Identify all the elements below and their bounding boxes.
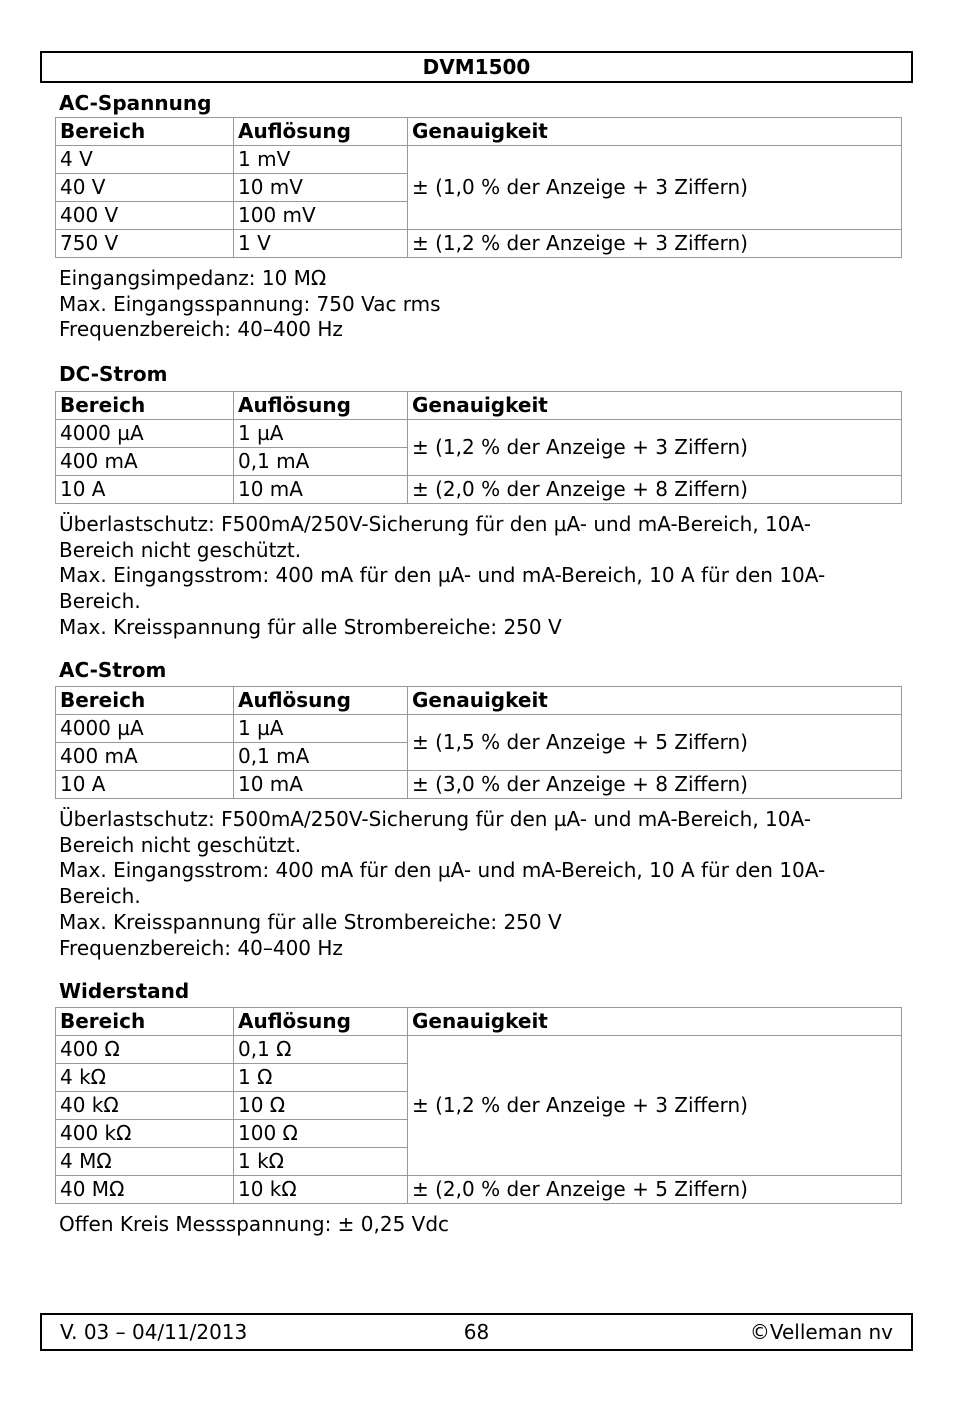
accuracy-cell: ± (1,2 % der Anzeige + 3 Ziffern)	[408, 230, 902, 258]
resolution-cell: 1 V	[234, 230, 408, 258]
section-title: Widerstand	[59, 979, 190, 1003]
note-line: Bereich.	[59, 884, 141, 909]
note-line: Max. Kreisspannung für alle Strombereiche: 250 V	[59, 909, 562, 934]
range-cell: 400 kΩ	[56, 1120, 234, 1148]
range-cell: 40 V	[56, 174, 234, 202]
range-cell: 40 MΩ	[56, 1176, 234, 1204]
range-cell: 400 Ω	[56, 1036, 234, 1064]
range-cell: 40 kΩ	[56, 1092, 234, 1120]
range-cell: 4 kΩ	[56, 1064, 234, 1092]
range-cell: 4000 µA	[56, 420, 234, 448]
section-title: AC-Strom	[59, 658, 167, 682]
range-cell: 4 V	[56, 146, 234, 174]
range-cell: 10 A	[56, 771, 234, 799]
resolution-cell: 1 µA	[234, 420, 408, 448]
section-title: DC-Strom	[59, 362, 168, 386]
table-row	[56, 146, 902, 174]
resolution-cell: 1 mV	[234, 146, 408, 174]
notes	[59, 807, 901, 961]
notes	[59, 1212, 901, 1238]
spec-table	[55, 391, 902, 504]
col-header-accuracy: Genauigkeit	[408, 118, 902, 146]
col-header-resolution: Auflösung	[234, 392, 408, 420]
range-cell: 4000 µA	[56, 715, 234, 743]
accuracy-cell: ± (1,2 % der Anzeige + 3 Ziffern)	[408, 1036, 902, 1176]
section-ac-current	[55, 657, 901, 961]
table-row	[56, 715, 902, 743]
range-cell: 4 MΩ	[56, 1148, 234, 1176]
resolution-cell: 1 Ω	[234, 1064, 408, 1092]
accuracy-cell: ± (1,5 % der Anzeige + 5 Ziffern)	[408, 715, 902, 771]
section-title: AC-Spannung	[59, 91, 212, 115]
accuracy-cell: ± (3,0 % der Anzeige + 8 Ziffern)	[408, 771, 902, 799]
col-header-range: Bereich	[56, 1008, 234, 1036]
table-row	[56, 1036, 902, 1064]
resolution-cell: 10 mV	[234, 174, 408, 202]
col-header-range: Bereich	[56, 687, 234, 715]
resolution-cell: 10 kΩ	[234, 1176, 408, 1204]
document-header	[40, 51, 913, 83]
resolution-cell: 0,1 mA	[234, 448, 408, 476]
table-row	[56, 230, 902, 258]
col-header-resolution: Auflösung	[234, 687, 408, 715]
section-resistance	[55, 978, 901, 1238]
col-header-accuracy: Genauigkeit	[408, 687, 902, 715]
range-cell: 750 V	[56, 230, 234, 258]
col-header-range: Bereich	[56, 118, 234, 146]
col-header-range: Bereich	[56, 392, 234, 420]
document-title: DVM1500	[422, 55, 531, 79]
col-header-resolution: Auflösung	[234, 118, 408, 146]
resolution-cell: 10 Ω	[234, 1092, 408, 1120]
resolution-cell: 100 Ω	[234, 1120, 408, 1148]
range-cell: 400 V	[56, 202, 234, 230]
section-dc-current	[55, 361, 901, 641]
table-header-row	[56, 687, 902, 715]
note-line: Frequenzbereich: 40–400 Hz	[59, 317, 343, 342]
table-row	[56, 476, 902, 504]
resolution-cell: 100 mV	[234, 202, 408, 230]
version-date: V. 03 – 04/11/2013	[60, 1320, 248, 1344]
resolution-cell: 1 kΩ	[234, 1148, 408, 1176]
table-header-row	[56, 392, 902, 420]
accuracy-cell: ± (1,2 % der Anzeige + 3 Ziffern)	[408, 420, 902, 476]
note-line: Max. Eingangsstrom: 400 mA für den µA- und mA-Bereich, 10 A für den 10A-	[59, 563, 826, 588]
note-line: Überlastschutz: F500mA/250V-Sicherung für den µA- und mA-Bereich, 10A-	[59, 512, 811, 536]
range-cell: 400 mA	[56, 448, 234, 476]
notes	[59, 266, 901, 343]
spec-table	[55, 1007, 902, 1204]
note-line: Eingangsimpedanz: 10 MΩ	[59, 266, 327, 290]
spec-table	[55, 117, 902, 258]
resolution-cell: 1 µA	[234, 715, 408, 743]
table-row	[56, 420, 902, 448]
note-line: Bereich.	[59, 589, 141, 614]
section-ac-voltage	[55, 90, 901, 343]
range-cell: 10 A	[56, 476, 234, 504]
note-line: Bereich nicht geschützt.	[59, 537, 302, 562]
table-header-row	[56, 118, 902, 146]
note-line: Überlastschutz: F500mA/250V-Sicherung für den µA- und mA-Bereich, 10A-	[59, 807, 811, 831]
spec-table	[55, 686, 902, 799]
col-header-resolution: Auflösung	[234, 1008, 408, 1036]
notes	[59, 512, 901, 641]
table-row	[56, 771, 902, 799]
resolution-cell: 0,1 Ω	[234, 1036, 408, 1064]
table-header-row	[56, 1008, 902, 1036]
table-row	[56, 1176, 902, 1204]
resolution-cell: 10 mA	[234, 771, 408, 799]
note-line: Bereich nicht geschützt.	[59, 832, 302, 857]
copyright: ©Velleman nv	[749, 1320, 893, 1344]
resolution-cell: 0,1 mA	[234, 743, 408, 771]
resolution-cell: 10 mA	[234, 476, 408, 504]
col-header-accuracy: Genauigkeit	[408, 392, 902, 420]
col-header-accuracy: Genauigkeit	[408, 1008, 902, 1036]
document-footer	[40, 1313, 913, 1351]
accuracy-cell: ± (1,0 % der Anzeige + 3 Ziffern)	[408, 146, 902, 230]
note-line: Max. Eingangsspannung: 750 Vac rms	[59, 291, 441, 316]
note-line: Max. Eingangsstrom: 400 mA für den µA- und mA-Bereich, 10 A für den 10A-	[59, 858, 826, 883]
accuracy-cell: ± (2,0 % der Anzeige + 5 Ziffern)	[408, 1176, 902, 1204]
note-line: Max. Kreisspannung für alle Strombereiche: 250 V	[59, 614, 562, 639]
page-number: 68	[463, 1320, 490, 1344]
note-line: Offen Kreis Messspannung: ± 0,25 Vdc	[59, 1212, 450, 1236]
accuracy-cell: ± (2,0 % der Anzeige + 8 Ziffern)	[408, 476, 902, 504]
note-line: Frequenzbereich: 40–400 Hz	[59, 935, 343, 960]
range-cell: 400 mA	[56, 743, 234, 771]
